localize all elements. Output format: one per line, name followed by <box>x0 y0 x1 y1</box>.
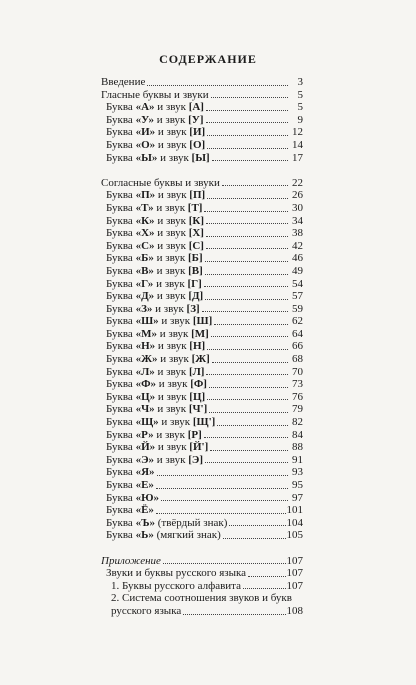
toc-entry-label <box>106 403 207 416</box>
entry-letter: «Х» <box>135 227 155 240</box>
leader-dots <box>183 614 285 615</box>
toc-entry-label <box>106 152 210 165</box>
entry-prefix: Буква <box>106 378 136 391</box>
leader-dots <box>205 462 288 463</box>
toc-entry-label <box>106 114 204 127</box>
entry-mid: и звук <box>153 252 189 265</box>
toc-entry <box>101 126 303 139</box>
toc-entry <box>101 492 303 505</box>
entry-prefix: Буква <box>106 290 136 303</box>
entry-text: Введение <box>101 76 146 88</box>
entry-sound: [И] <box>189 126 206 139</box>
page-number: 26 <box>292 189 303 202</box>
entry-prefix: Буква <box>106 504 136 517</box>
toc-entry <box>101 403 303 416</box>
page-number: 9 <box>297 113 303 126</box>
toc-entry <box>101 89 303 102</box>
entry-text: Звуки и буквы русского языка <box>106 567 247 580</box>
page-number: 108 <box>286 604 303 617</box>
toc-entry <box>101 378 303 391</box>
toc-entry-label <box>101 76 145 89</box>
page-number: 59 <box>292 302 303 315</box>
entry-text: 1. Буквы русского алфавита <box>111 579 241 592</box>
entry-mid: и звук <box>155 126 190 139</box>
entry-mid: и звук <box>153 264 189 277</box>
entry-letter: «У» <box>135 113 154 126</box>
entry-prefix: Буква <box>106 101 136 114</box>
toc-entry <box>101 139 303 152</box>
entry-sound: [Ф] <box>190 378 207 391</box>
toc-entry-label <box>101 177 220 190</box>
entry-sound: [Д] <box>188 290 204 303</box>
page-number: 49 <box>292 264 303 277</box>
toc-entry-label <box>106 139 205 152</box>
toc-entry-label <box>106 252 203 265</box>
entry-sound: [Ш] <box>192 315 213 328</box>
entry-mid: и звук <box>153 201 188 214</box>
entry-letter: «Г» <box>135 277 154 290</box>
entry-sound: [Т] <box>187 201 203 214</box>
entry-text: Согласные буквы и звуки <box>101 176 220 189</box>
toc-entry-label <box>101 555 161 568</box>
leader-dots <box>147 85 288 86</box>
leader-dots <box>205 261 288 262</box>
leader-dots <box>209 412 288 413</box>
leader-dots <box>217 425 288 426</box>
entry-sound: [М] <box>191 327 209 340</box>
page-number: 34 <box>292 214 303 227</box>
entry-prefix: Буква <box>106 365 136 378</box>
toc-entry-label <box>106 529 221 542</box>
entry-sound: [Ж] <box>191 353 210 366</box>
page-number: 70 <box>292 365 303 378</box>
toc-entry-label <box>106 353 210 366</box>
entry-mid: и звук <box>158 416 193 429</box>
page-number: 93 <box>292 466 303 479</box>
entry-text: Гласные буквы и звуки <box>101 88 209 101</box>
entry-sound: [А] <box>188 101 204 114</box>
entry-letter: «Ц» <box>135 390 156 403</box>
entry-letter: «Р» <box>135 428 154 441</box>
entry-prefix: Буква <box>106 201 136 214</box>
toc-entry <box>101 290 303 303</box>
toc-entry <box>101 517 303 530</box>
page-number: 3 <box>297 76 303 88</box>
entry-sound: [О] <box>189 138 206 151</box>
entry-letter: «И» <box>135 126 156 139</box>
page-number: 88 <box>292 441 303 454</box>
page-number: 22 <box>292 176 303 189</box>
toc-spacer <box>101 542 303 555</box>
toc-entry-label <box>106 429 202 442</box>
leader-dots <box>204 437 288 438</box>
entry-letter: «Е» <box>135 479 154 491</box>
toc-entry-line: 2. Система соотношения звуков и букв <box>111 592 292 605</box>
page-number: 62 <box>292 315 303 328</box>
page-number: 105 <box>286 529 303 542</box>
toc-entry <box>101 76 303 89</box>
toc-list <box>101 76 303 618</box>
leader-dots <box>163 563 286 564</box>
leader-dots <box>206 122 288 123</box>
page-number: 12 <box>292 126 303 139</box>
page-number: 14 <box>292 138 303 151</box>
leader-dots <box>157 475 288 476</box>
entry-mid: и звук <box>155 138 190 151</box>
entry-prefix: Буква <box>106 126 136 139</box>
entry-prefix: Буква <box>106 227 136 240</box>
entry-letter: «Ы» <box>135 151 158 164</box>
page-number: 46 <box>292 252 303 265</box>
entry-prefix: Буква <box>106 315 136 328</box>
entry-sound: [Л] <box>188 365 205 378</box>
toc-entry <box>101 479 303 492</box>
entry-letter: «Ф» <box>135 378 157 391</box>
entry-sound: [Й'] <box>189 441 209 454</box>
entry-mid: и звук <box>154 453 189 466</box>
leader-dots <box>211 97 288 98</box>
entry-mid: и звук <box>156 378 191 391</box>
leader-dots <box>223 538 286 539</box>
entry-text: Приложение <box>101 554 161 567</box>
toc-entry-label <box>106 265 203 278</box>
page-number: 79 <box>292 403 303 416</box>
toc-entry <box>101 303 303 316</box>
entry-sound: [Р] <box>187 428 202 441</box>
entry-prefix: Буква <box>106 428 136 441</box>
entry-sound: [К] <box>188 214 205 227</box>
toc-entry <box>101 328 303 341</box>
toc-entry-label <box>106 202 202 215</box>
toc-entry-label <box>106 416 215 429</box>
entry-mid: и звук <box>152 302 187 315</box>
entry-mid: (твёрдый знак) <box>155 516 228 529</box>
entry-prefix: Буква <box>106 151 136 164</box>
toc-entry-label <box>106 479 154 492</box>
page-number: 95 <box>292 479 303 491</box>
toc-entry <box>101 315 303 328</box>
toc-entry <box>101 101 303 114</box>
entry-mid: и звук <box>154 101 189 114</box>
entry-sound: [П] <box>189 189 206 202</box>
entry-prefix: Буква <box>106 252 136 265</box>
entry-sound: [Х] <box>188 227 204 240</box>
entry-mid: и звук <box>154 290 189 303</box>
page-number: 54 <box>292 277 303 290</box>
toc-entry <box>101 177 303 190</box>
entry-prefix: Буква <box>106 302 136 315</box>
leader-dots <box>206 223 288 224</box>
leader-dots <box>207 198 288 199</box>
entry-mid: и звук <box>157 353 192 366</box>
page-number: 107 <box>286 554 303 567</box>
entry-mid: и звук <box>154 239 189 252</box>
toc-entry <box>101 278 303 291</box>
toc-entry-label <box>106 517 227 530</box>
toc-entry <box>101 567 303 580</box>
toc-entry <box>101 504 303 517</box>
leader-dots <box>214 324 288 325</box>
entry-sound: [Щ'] <box>192 416 216 429</box>
entry-letter: «П» <box>135 189 156 202</box>
entry-mid: и звук <box>154 403 189 416</box>
entry-prefix: Буква <box>106 441 136 454</box>
leader-dots <box>222 185 288 186</box>
entry-letter: «М» <box>135 327 157 340</box>
entry-letter: «Ж» <box>135 353 158 366</box>
leader-dots <box>243 588 286 589</box>
page-number: 101 <box>286 504 303 517</box>
leader-dots <box>202 311 288 312</box>
page-number: 107 <box>286 567 303 580</box>
entry-letter: «Ш» <box>135 315 159 328</box>
toc-entry-label <box>106 227 204 240</box>
toc-entry <box>101 429 303 442</box>
page-number: 57 <box>292 290 303 303</box>
toc-entry-label <box>106 340 205 353</box>
leader-dots <box>156 513 286 514</box>
entry-letter: «Б» <box>135 252 154 265</box>
entry-prefix: Буква <box>106 113 136 126</box>
toc-entry <box>101 240 303 253</box>
entry-prefix: Буква <box>106 327 136 340</box>
toc-entry-label <box>106 391 205 404</box>
toc-entry-label <box>111 580 241 593</box>
page-number: 91 <box>292 453 303 466</box>
toc-entry <box>101 215 303 228</box>
toc-entry-label <box>106 215 204 228</box>
entry-prefix: Буква <box>106 529 136 542</box>
entry-prefix: Буква <box>106 390 136 403</box>
entry-letter: «Т» <box>135 201 154 214</box>
page-number: 30 <box>292 201 303 214</box>
leader-dots <box>209 387 288 388</box>
leader-dots <box>207 399 288 400</box>
entry-letter: «Й» <box>135 441 156 454</box>
entry-letter: «Ч» <box>135 403 155 416</box>
toc-entry-label <box>106 366 204 379</box>
toc-entry <box>101 265 303 278</box>
entry-letter: «З» <box>135 302 153 315</box>
toc-entry-label <box>106 567 246 580</box>
page-number: 68 <box>292 353 303 366</box>
page-number: 64 <box>292 327 303 340</box>
entry-prefix: Буква <box>106 479 136 491</box>
entry-prefix: Буква <box>106 214 136 227</box>
entry-mid: и звук <box>153 277 188 290</box>
entry-letter: «Ъ» <box>135 516 155 529</box>
toc-entry <box>101 454 303 467</box>
entry-text: русского языка <box>111 604 182 617</box>
toc-entry <box>101 466 303 479</box>
entry-letter: «А» <box>135 101 155 114</box>
toc-entry <box>101 353 303 366</box>
entry-mid: (мягкий знак) <box>153 529 221 542</box>
toc-entry <box>101 227 303 240</box>
entry-mid: и звук <box>155 189 190 202</box>
entry-mid: и звук <box>154 214 189 227</box>
leader-dots <box>229 525 285 526</box>
entry-sound: [Н] <box>189 340 206 353</box>
toc-entry-multiline <box>101 592 303 617</box>
entry-prefix: Буква <box>106 138 136 151</box>
entry-letter: «С» <box>135 239 155 252</box>
toc-entry <box>101 555 303 568</box>
entry-prefix: Буква <box>106 416 136 429</box>
entry-sound: [У] <box>188 113 204 126</box>
entry-mid: и звук <box>153 113 189 126</box>
entry-sound: [Г] <box>187 277 202 290</box>
toc-entry-label <box>106 278 202 291</box>
toc-entry-label <box>106 126 205 139</box>
toc-entry <box>101 529 303 542</box>
leader-dots <box>206 248 288 249</box>
leader-dots <box>161 500 288 501</box>
page-number: 42 <box>292 239 303 252</box>
toc-entry <box>101 189 303 202</box>
toc-entry-label <box>106 454 203 467</box>
entry-prefix: Буква <box>106 189 136 202</box>
toc-entry-label <box>106 303 200 316</box>
entry-prefix: Буква <box>106 491 136 504</box>
page-number: 104 <box>286 516 303 529</box>
toc-entry <box>101 202 303 215</box>
entry-mid: и звук <box>156 327 192 340</box>
entry-mid: и звук <box>158 315 193 328</box>
page-number: 66 <box>292 340 303 353</box>
page-number: 73 <box>292 378 303 391</box>
entry-prefix: Буква <box>106 466 136 479</box>
toc-entry <box>101 152 303 165</box>
entry-sound: [З] <box>186 302 200 315</box>
toc-entry <box>101 114 303 127</box>
page-number: 76 <box>292 390 303 403</box>
entry-letter: «Л» <box>135 365 155 378</box>
toc-entry <box>101 366 303 379</box>
toc-entry-label <box>106 328 209 341</box>
entry-prefix: Буква <box>106 264 136 277</box>
toc-entry-label <box>106 466 155 479</box>
leader-dots <box>205 274 288 275</box>
entry-sound: [Ч'] <box>188 403 208 416</box>
entry-letter: «Н» <box>135 340 156 353</box>
toc-entry-label <box>106 378 207 391</box>
entry-letter: «Э» <box>135 453 155 466</box>
toc-entry-label <box>106 441 208 454</box>
entry-letter: «В» <box>135 264 154 277</box>
toc-entry-label <box>106 240 204 253</box>
entry-prefix: Буква <box>106 277 136 290</box>
leader-dots <box>210 450 288 451</box>
leader-dots <box>207 148 288 149</box>
leader-dots <box>204 286 288 287</box>
entry-letter: «Я» <box>135 466 155 479</box>
entry-letter: «Щ» <box>135 416 159 429</box>
entry-letter: «Д» <box>135 290 155 303</box>
toc-entry <box>101 441 303 454</box>
entry-mid: и звук <box>155 441 190 454</box>
entry-sound: [Ц] <box>189 390 206 403</box>
entry-mid: и звук <box>155 390 190 403</box>
entry-sound: [С] <box>188 239 204 252</box>
page-number: 38 <box>292 227 303 240</box>
entry-letter: «Ё» <box>135 504 154 517</box>
toc-entry <box>101 391 303 404</box>
leader-dots <box>207 349 288 350</box>
entry-prefix: Буква <box>106 516 136 529</box>
page-title: СОДЕРЖАНИЕ <box>159 52 257 66</box>
entry-prefix: Буква <box>106 239 136 252</box>
entry-sound: [Б] <box>188 252 203 265</box>
leader-dots <box>211 336 288 337</box>
entry-mid: и звук <box>157 151 192 164</box>
toc-entry <box>101 340 303 353</box>
entry-sound: [Э] <box>188 453 203 466</box>
entry-prefix: Буква <box>106 403 136 416</box>
toc-entry <box>101 580 303 593</box>
leader-dots <box>205 299 288 300</box>
toc-entry-label <box>106 189 205 202</box>
page-number: 82 <box>292 416 303 429</box>
leader-dots <box>206 236 288 237</box>
entry-mid: и звук <box>154 365 189 378</box>
entry-letter: «О» <box>135 138 156 151</box>
toc-entry-label <box>106 315 212 328</box>
entry-mid: и звук <box>155 340 190 353</box>
entry-sound: [Ы] <box>191 151 210 164</box>
toc-entry <box>101 252 303 265</box>
toc-entry <box>101 416 303 429</box>
toc-entry-label <box>106 290 203 303</box>
page-number: 84 <box>292 428 303 441</box>
toc-entry-label <box>106 492 159 505</box>
page-number: 107 <box>286 579 303 592</box>
leader-dots <box>206 110 288 111</box>
leader-dots <box>248 576 285 577</box>
leader-dots <box>156 488 288 489</box>
page-number: 5 <box>297 101 303 114</box>
entry-letter: «К» <box>135 214 155 227</box>
entry-prefix: Буква <box>106 353 136 366</box>
page-number: 17 <box>292 151 303 164</box>
leader-dots <box>204 211 288 212</box>
entry-sound: [В] <box>188 264 203 277</box>
toc-spacer <box>101 164 303 177</box>
toc-entry-label <box>111 605 181 618</box>
leader-dots <box>207 135 288 136</box>
entry-letter: «Ю» <box>135 491 159 504</box>
entry-mid: и звук <box>153 428 188 441</box>
page-number: 97 <box>292 491 303 504</box>
toc-entry <box>101 605 303 618</box>
toc-entry-label <box>106 101 204 114</box>
entry-mid: и звук <box>154 227 189 240</box>
entry-prefix: Буква <box>106 453 136 466</box>
toc-entry-label <box>101 89 209 102</box>
entry-letter: «Ь» <box>135 529 154 542</box>
toc-entry-label <box>106 504 154 517</box>
leader-dots <box>212 362 288 363</box>
page-number: 5 <box>297 88 303 101</box>
leader-dots <box>206 374 288 375</box>
leader-dots <box>212 160 288 161</box>
entry-prefix: Буква <box>106 340 136 353</box>
